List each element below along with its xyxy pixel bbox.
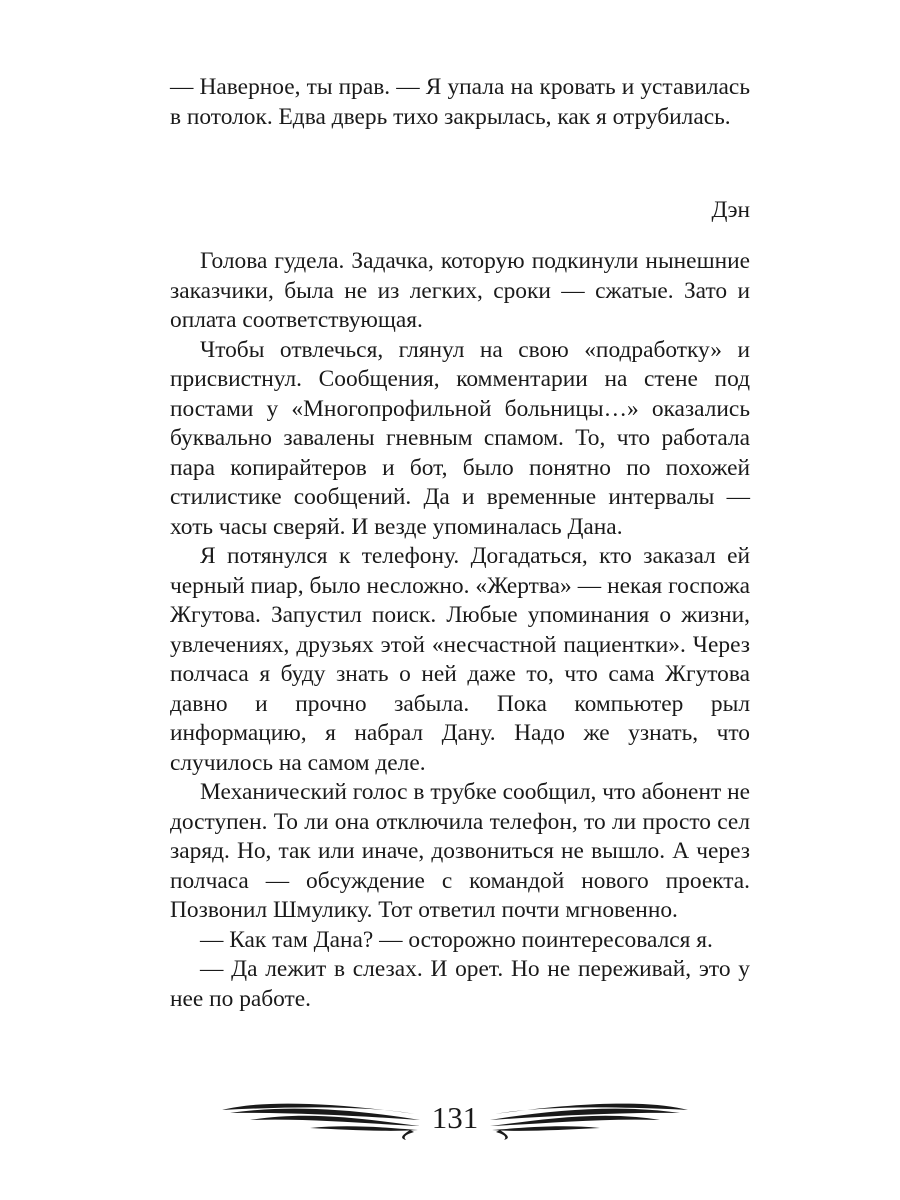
paragraph: Я потянулся к телефону. Догадаться, кто заказал ей черный пиар, было несложно. «Жертва» — некая госпожа Жгутова. Запустил поиск. Любые упоминания о жизни, увлечениях, друзьях этой «несчастной пациентки». Через полчаса я буду знать о ней даже то, что сама Жгутова давно и прочно забыла. Пока компьютер рыл информацию, я набрал Дану. Надо же узнать, что случилось на самом деле.: [170, 543, 750, 776]
paragraph: — Как там Дана? — осторожно поинтересовался я.: [200, 926, 713, 953]
paragraph: — Наверное, ты прав. — Я упала на кровать и уставилась в потолок. Едва дверь тихо закрылась, как я отрубилась.: [170, 74, 750, 130]
paragraph: Чтобы отвлечься, глянул на свою «подработку» и присвистнул. Сообщения, комментарии на стене под постами у «Многопрофильной больницы…» оказались буквально завалены гневным спамом. То, что работала пара копирайтеров и бот, было понятно по похожей стилистике сообщений. Да и временные интервалы — хоть часы сверяй. И везде упоминалась Дана.: [170, 336, 750, 540]
opening-text: [170, 73, 750, 132]
paragraph: Механический голос в трубке сообщил, что абонент не доступен. То ли она отключила телефон, то ли просто сел заряд. Но, так или иначе, дозвониться не вышло. А через полчаса — обсуждение с командой нового проекта. Позвонил Шмулику. Тот ответил почти мгновенно.: [170, 779, 750, 923]
page-number: 131: [431, 1100, 479, 1135]
main-text: [170, 247, 750, 1014]
paragraph: Голова гудела. Задачка, которую подкинули нынешние заказчики, была не из легких, сроки — сжатые. Зато и оплата соответствующая.: [170, 248, 750, 333]
paragraph: — Да лежит в слезах. И орет. Но не переживай, это у нее по работе.: [170, 956, 750, 1012]
page-footer: [220, 1094, 690, 1146]
section-heading: Дэн: [711, 197, 750, 223]
